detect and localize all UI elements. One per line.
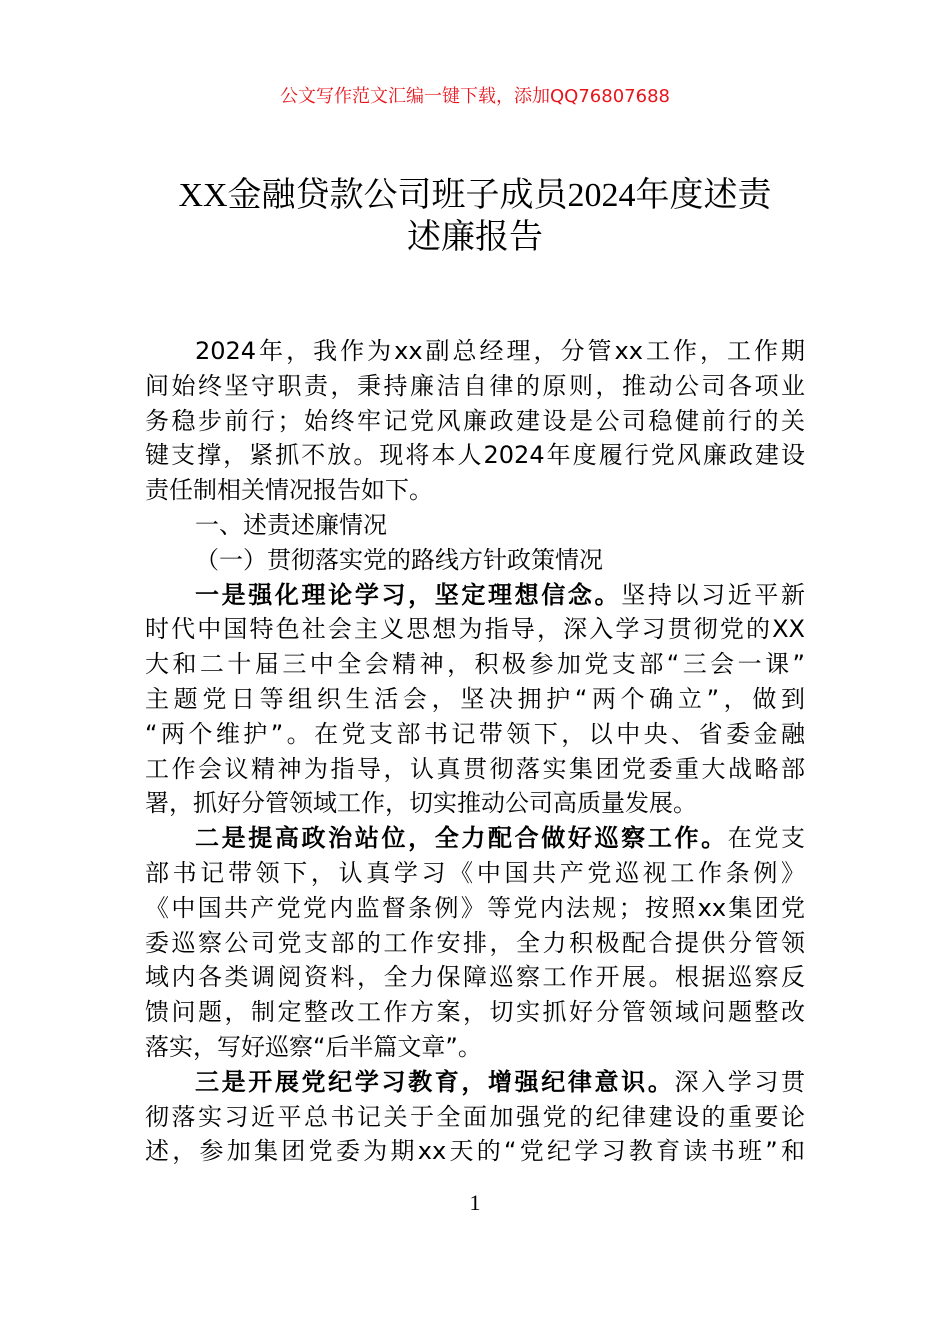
- line-text: 一、述责述廉情况: [195, 510, 387, 539]
- text-line: [145, 752, 805, 787]
- line-text: 馈问题，制定整改工作方案，切实抓好分管领域问题整改: [145, 998, 805, 1027]
- document-body: [145, 334, 805, 1169]
- text-line: [145, 1134, 805, 1169]
- text-line: [145, 612, 805, 647]
- line-text: 主题党日等组织生活会，坚决拥护“两个确立”，做到: [145, 684, 805, 713]
- line-text: 委巡察公司党支部的工作安排，全力积极配合提供分管领: [145, 928, 805, 957]
- line-text: 域内各类调阅资料，全力保障巡察工作开展。根据巡察反: [145, 963, 805, 992]
- text-line: [145, 682, 805, 717]
- text-line: [145, 821, 805, 856]
- line-text: 在党支: [727, 824, 805, 853]
- line-text: 务稳步前行；始终牢记党风廉政建设是公司稳健前行的关: [145, 406, 805, 435]
- bold-lead-text: 三是开展党纪学习教育，增强纪律意识。: [195, 1067, 675, 1096]
- line-text: 键支撑，紧抓不放。现将本人2024年度履行党风廉政建设: [145, 441, 805, 470]
- text-line: [145, 543, 805, 578]
- line-text: 大和二十届三中全会精神，积极参加党支部“三会一课”: [145, 650, 805, 679]
- text-line: [145, 369, 805, 404]
- text-line: [145, 1030, 805, 1065]
- line-text: 彻落实习近平总书记关于全面加强党的纪律建设的重要论: [145, 1102, 805, 1131]
- line-text: 2024年，我作为xx副总经理，分管xx工作，工作期: [195, 337, 805, 365]
- line-text: （一）贯彻落实党的路线方针政策情况: [195, 545, 603, 574]
- text-line: [145, 856, 805, 891]
- text-line: [145, 578, 805, 613]
- line-text: 署，抓好分管领域工作，切实推动公司高质量发展。: [145, 789, 697, 818]
- document-title-line-1: XX金融贷款公司班子成员2024年度述责: [178, 177, 772, 214]
- text-line: [145, 926, 805, 961]
- text-line: [145, 1100, 805, 1135]
- page-number: 1: [469, 1190, 481, 1215]
- text-line: [145, 438, 805, 473]
- bold-lead-text: 一是强化理论学习，坚定理想信念。: [195, 580, 622, 609]
- line-text: 深入学习贯: [674, 1067, 805, 1096]
- text-line: [145, 473, 805, 508]
- bold-lead-text: 二是提高政治站位，全力配合做好巡察工作。: [195, 824, 728, 853]
- line-text: 坚持以习近平新: [621, 580, 805, 609]
- line-text: 间始终坚守职责，秉持廉洁自律的原则，推动公司各项业: [145, 371, 805, 400]
- watermark-link[interactable]: 公文写作范文汇编一键下载，添加QQ76807688: [280, 86, 670, 107]
- text-line: [145, 404, 805, 439]
- text-line: [145, 334, 805, 369]
- text-line: [145, 1065, 805, 1100]
- line-text: 工作会议精神为指导，认真贯彻落实集团党委重大战略部: [145, 754, 805, 783]
- text-line: [145, 960, 805, 995]
- line-text: 部书记带领下，认真学习《中国共产党巡视工作条例》: [145, 858, 805, 887]
- line-text: “两个维护”。在党支部书记带领下，以中央、省委金融: [145, 719, 805, 748]
- text-line: [145, 891, 805, 926]
- line-text: 责任制相关情况报告如下。: [145, 476, 433, 505]
- line-text: 时代中国特色社会主义思想为指导，深入学习贯彻党的XX: [145, 615, 805, 644]
- document-title-line-2: 述廉报告: [407, 219, 543, 256]
- line-text: 《中国共产党党内监督条例》等党内法规；按照xx集团党: [145, 893, 805, 922]
- line-text: 落实，写好巡察“后半篇文章”。: [145, 1032, 482, 1061]
- text-line: [145, 786, 805, 821]
- text-line: [145, 508, 805, 543]
- text-line: [145, 995, 805, 1030]
- text-line: [145, 647, 805, 682]
- line-text: 述，参加集团党委为期xx天的“党纪学习教育读书班”和: [145, 1137, 805, 1166]
- text-line: [145, 717, 805, 752]
